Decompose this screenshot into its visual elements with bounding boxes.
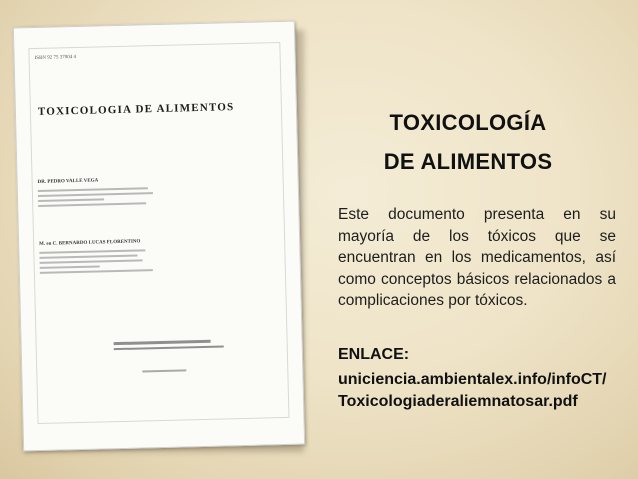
link-url[interactable]: uniciencia.ambientalex.info/infoCT/Toxicologiaderaliemnatosar.pdf	[338, 371, 607, 410]
document-place-date	[142, 369, 186, 375]
slide-title-line-1: TOXICOLOGÍA	[389, 110, 547, 135]
slide-title-line-2: DE ALIMENTOS	[383, 149, 553, 174]
document-border	[28, 42, 289, 424]
document-author-2: M. en C. BERNARDO LUCAS FLORENTINO	[39, 239, 141, 247]
document-isbn: ISBN 92 75 37004 4	[34, 54, 77, 61]
document-affiliation-1	[38, 187, 158, 210]
link-label: ENLACE:	[338, 346, 410, 363]
document-author-1: DR. PEDRO VALLE VEGA	[37, 178, 99, 185]
document-affiliation-2	[39, 249, 160, 277]
document-image	[13, 21, 305, 452]
slide-description: Este documento presenta en su mayoría de los tóxicos que se encuentran en los medicamentos, así como conceptos básicos relacionados a complicaciones por tóxicos.	[338, 206, 616, 310]
document-title: TOXICOLOGIA DE ALIMENTOS	[37, 101, 235, 118]
